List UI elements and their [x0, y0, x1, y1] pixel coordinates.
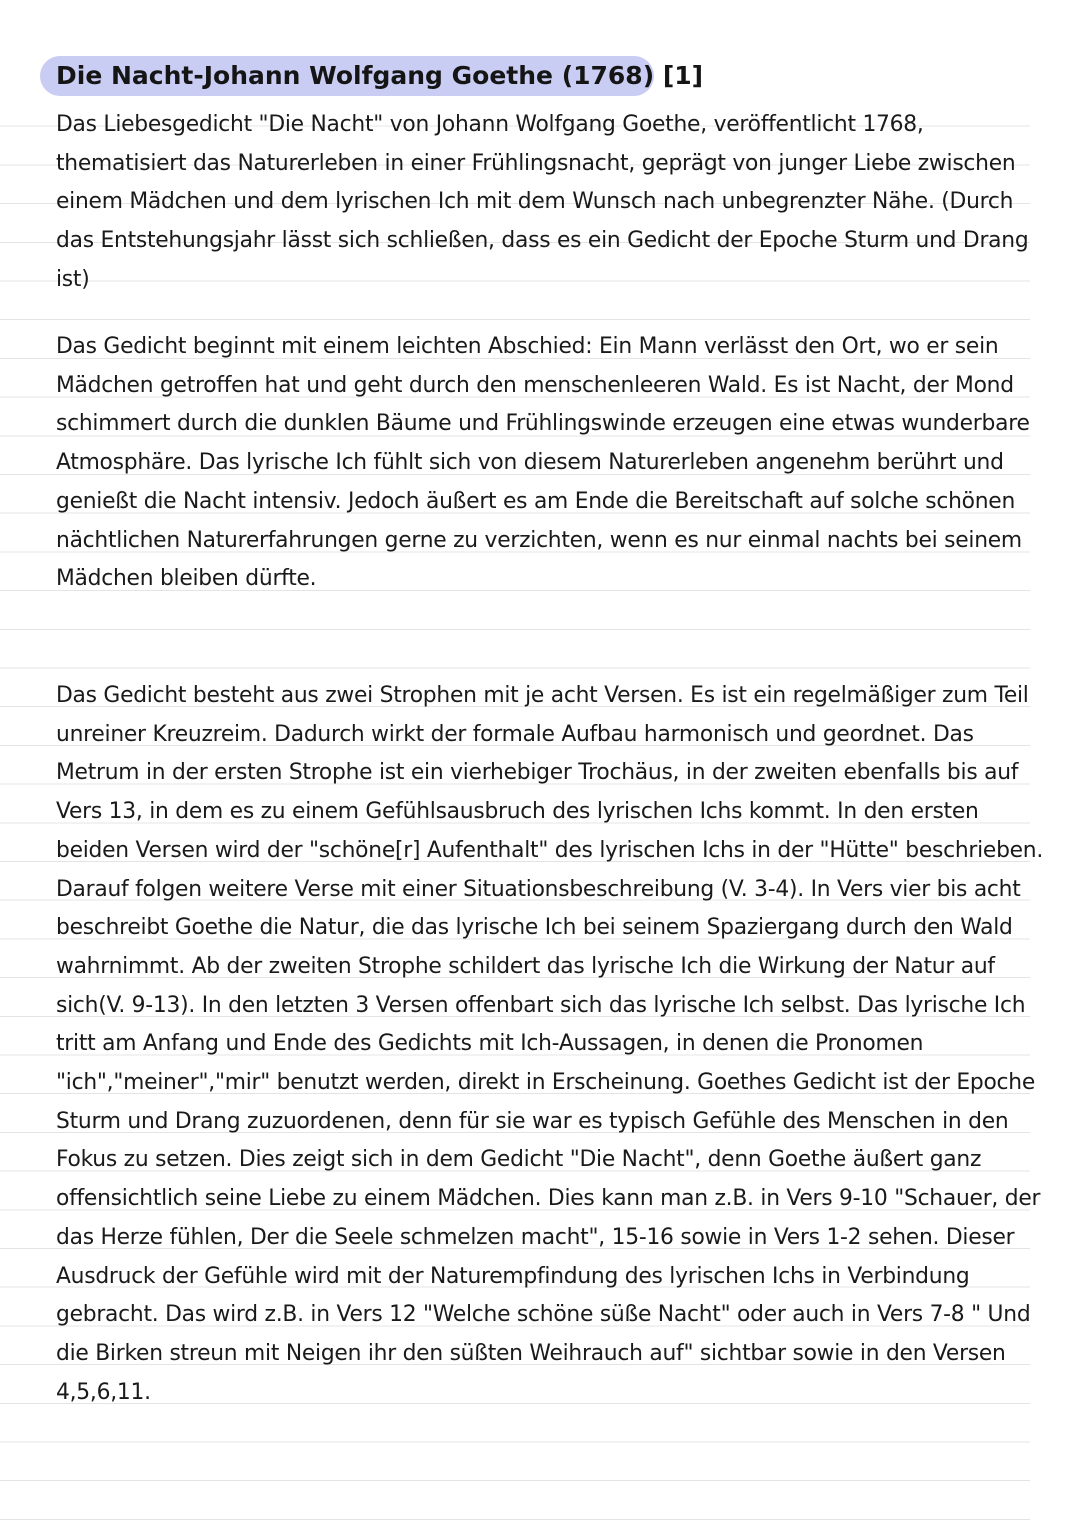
paragraph-analysis: Das Gedicht besteht aus zwei Strophen mit je acht Versen. Es ist ein regelmäßiger zum Teil unreiner Kreuzreim. Dadurch wirkt der formale Aufbau harmonisch und geordnet. Das Metrum in der ersten Strophe ist ein vierhebiger Trochäus, in der zweiten ebenfalls bis auf Vers 13, in dem es zu einem Gefühlsausbruch des lyrischen Ichs kommt. In den ersten beiden Versen wird der "schöne[r] Aufenthalt" des lyrischen Ichs in der "Hütte" beschrieben. Darauf folgen weitere Verse mit einer Situationsbeschreibung (V. 3-4). In Vers vier bis acht beschreibt Goethe die Natur, die das lyrische Ich bei seinem Spaziergang durch den Wald wahrnimmt. Ab der zweiten Strophe schildert das lyrische Ich die Wirkung der Natur auf sich(V. 9-13). In den letzten 3 Versen offenbart sich das lyrische Ich selbst. Das lyrische Ich tritt am Anfang und Ende des Gedichts mit Ich-Aussagen, in denen die Pronomen "ich","meiner","mir" benutzt werden, direkt in Erscheinung. Goethes Gedicht ist der Epoche Sturm und Drang zuzuordenen, denn für sie war es typisch Gefühle des Menschen in den Fokus zu setzen. Dies zeigt sich in dem Gedicht "Die Nacht", denn Goethe äußert ganz offensichtlich seine Liebe zu einem Mädchen. Dies kann man z.B. in Vers 9-10 "Schauer, der das Herze fühlen, Der die Seele schmelzen macht", 15-16 sowie in Vers 1-2 sehen. Dieser Ausdruck der Gefühle wird mit der Naturempfindung des lyrischen Ichs in Verbindung gebracht. Das wird z.B. in Vers 12 "Welche schöne süße Nacht" oder auch in Vers 7-8 " Und die Birken streun mit Neigen ihr den süßten Weihrauch auf" sichtbar sowie in den Versen 4,5,6,11.	[56, 683, 1044, 1405]
paragraph-introduction: Das Liebesgedicht "Die Nacht" von Johann Wolfgang Goethe, veröffentlicht 1768, thematisiert das Naturerleben in einer Frühlingsnacht, geprägt von junger Liebe zwischen einem Mädchen und dem lyrischen Ich mit dem Wunsch nach unbegrenzter Nähe. (Durch das Entstehungsjahr lässt sich schließen, dass es ein Gedicht der Epoche Sturm und Drang ist)	[56, 112, 1029, 292]
page-title: Die Nacht-Johann Wolfgang Goethe (1768) [1]	[56, 61, 704, 90]
paragraph-summary: Das Gedicht beginnt mit einem leichten Abschied: Ein Mann verlässt den Ort, wo er sein Mädchen getroffen hat und geht durch den menschenleeren Wald. Es ist Nacht, der Mond schimmert durch die dunklen Bäume und Frühlingswinde erzeugen eine etwas wunderbare Atmosphäre. Das lyrische Ich fühlt sich von diesem Naturerleben angenehm berührt und genießt die Nacht intensiv. Jedoch äußert es am Ende die Bereitschaft auf solche schönen nächtlichen Naturerfahrungen gerne zu verzichten, wenn es nur einmal nachts bei seinem Mädchen bleiben dürfte.	[56, 334, 1030, 592]
